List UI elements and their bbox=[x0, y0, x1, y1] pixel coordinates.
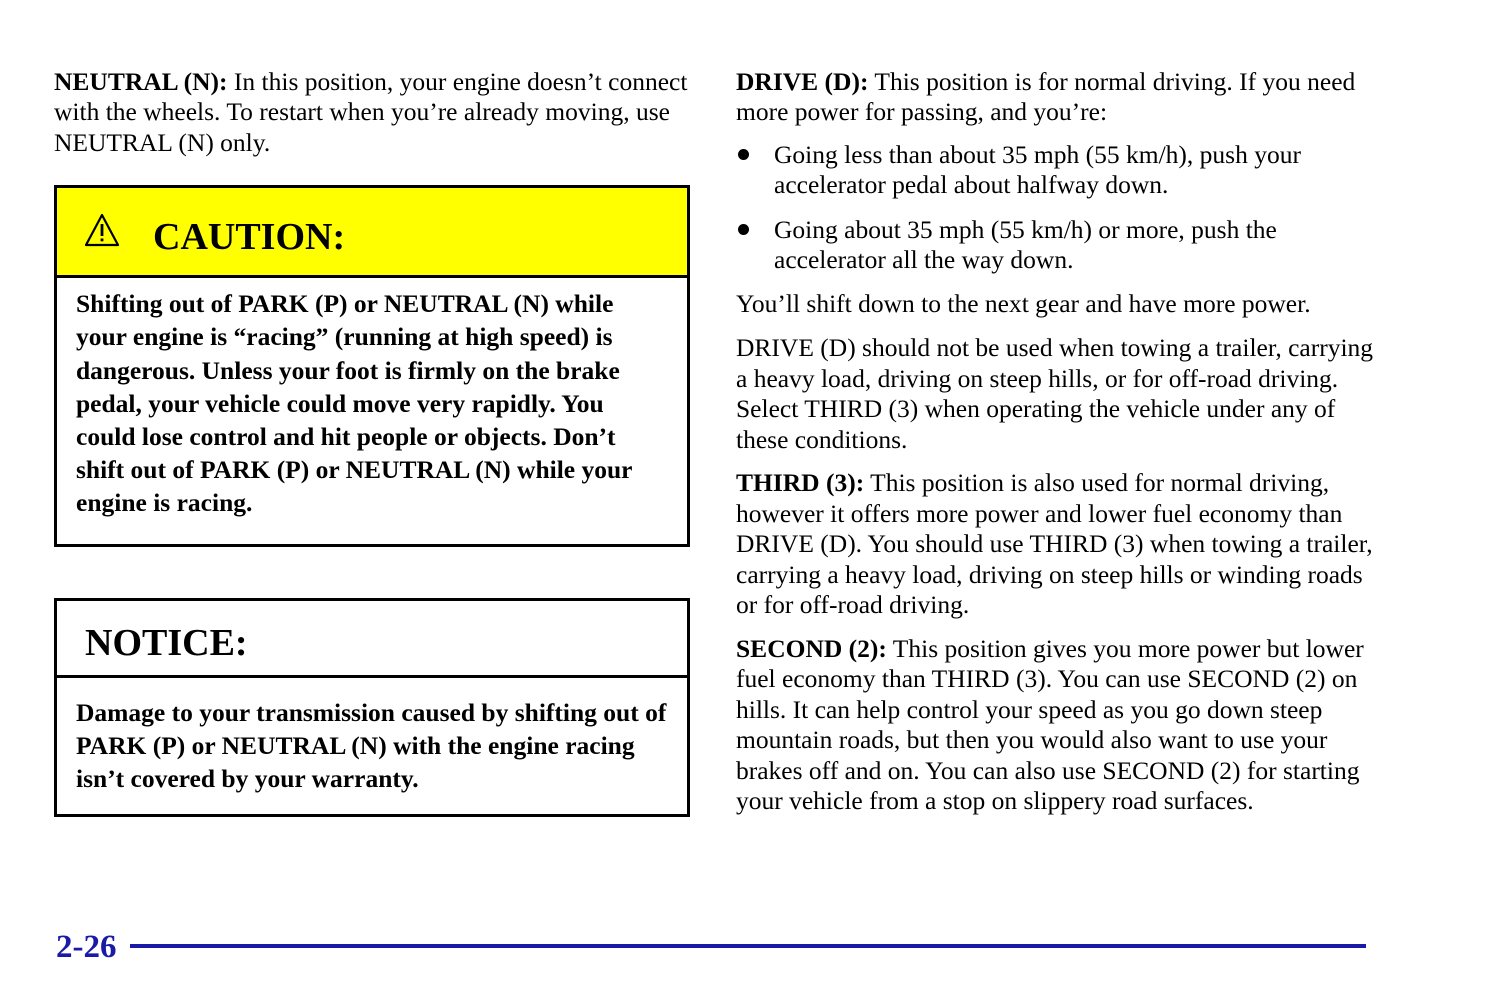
drive-paragraph bbox=[736, 67, 1376, 128]
page-number: 2-26 bbox=[56, 929, 117, 965]
second-paragraph bbox=[736, 634, 1376, 816]
notice-text: Damage to your transmission caused by shifting out of PARK (P) or NEUTRAL (N) with the engine racing isn’t covered by your warranty. bbox=[76, 697, 667, 794]
second-text: This position gives you more power but lower fuel economy than THIRD (3). You can use SECOND (2) on hills. It can help control your speed as you go down steep mountain roads, but then you would also want to use your brakes off and on. You can also use SECOND (2) for starting your vehicle from a stop on slippery road surfaces. bbox=[736, 634, 1364, 816]
second-heading: SECOND (2): bbox=[736, 634, 887, 663]
notice-box bbox=[54, 598, 690, 818]
left-column bbox=[54, 67, 690, 817]
caution-box bbox=[54, 185, 690, 546]
shift-down-paragraph: You’ll shift down to the next gear and have more power. bbox=[736, 289, 1311, 319]
bullet-text: Going less than about 35 mph (55 km/h), push your accelerator pedal about halfway down. bbox=[774, 139, 1301, 200]
bullet-text: Going about 35 mph (55 km/h) or more, push the accelerator all the way down. bbox=[774, 214, 1277, 275]
bullet-icon bbox=[738, 224, 749, 235]
bullet-icon bbox=[738, 149, 749, 160]
list-item bbox=[736, 215, 1376, 276]
drive-warning-paragraph: DRIVE (D) should not be used when towing a trailer, carrying a heavy load, driving on steep hills, or for off-road driving. Select THIRD (3) when operating the vehicle under any of these conditions. bbox=[736, 333, 1374, 454]
notice-body bbox=[57, 678, 687, 815]
drive-text: This position is for normal driving. If you need more power for passing, and you’re: bbox=[736, 67, 1356, 127]
neutral-heading: NEUTRAL (N): bbox=[54, 67, 228, 96]
right-column bbox=[736, 67, 1376, 830]
neutral-text: In this position, your engine doesn’t connect with the wheels. To restart when you’re already moving, use NEUTRAL (N) only. bbox=[54, 67, 688, 157]
notice-title: NOTICE: bbox=[85, 621, 248, 664]
third-paragraph bbox=[736, 468, 1376, 620]
bullet-list bbox=[736, 140, 1376, 276]
list-item bbox=[736, 140, 1376, 201]
drive-heading: DRIVE (D): bbox=[736, 67, 869, 96]
caution-title: CAUTION: bbox=[153, 216, 346, 259]
third-heading: THIRD (3): bbox=[736, 468, 865, 498]
warning-triangle-icon bbox=[84, 213, 120, 247]
notice-header bbox=[57, 601, 687, 678]
caution-header bbox=[57, 188, 687, 278]
caution-text: Shifting out of PARK (P) or NEUTRAL (N) while your engine is “racing” (running at high speed) is dangerous. Unless your foot is firmly on the brake pedal, your vehicle could move very rapidly. You could lose control and hit people or objects. Don’t shift out of PARK (P) or NEUTRAL (N) while your engine is racing. bbox=[76, 289, 633, 518]
third-text: This position is also used for normal driving, however it offers more power and lower fuel economy than DRIVE (D). You should use THIRD (3) when towing a trailer, carrying a heavy load, driving on steep hills or winding roads or for off-road driving. bbox=[736, 468, 1373, 620]
footer-rule bbox=[130, 944, 1366, 948]
neutral-paragraph bbox=[54, 67, 690, 158]
caution-body bbox=[57, 278, 687, 543]
